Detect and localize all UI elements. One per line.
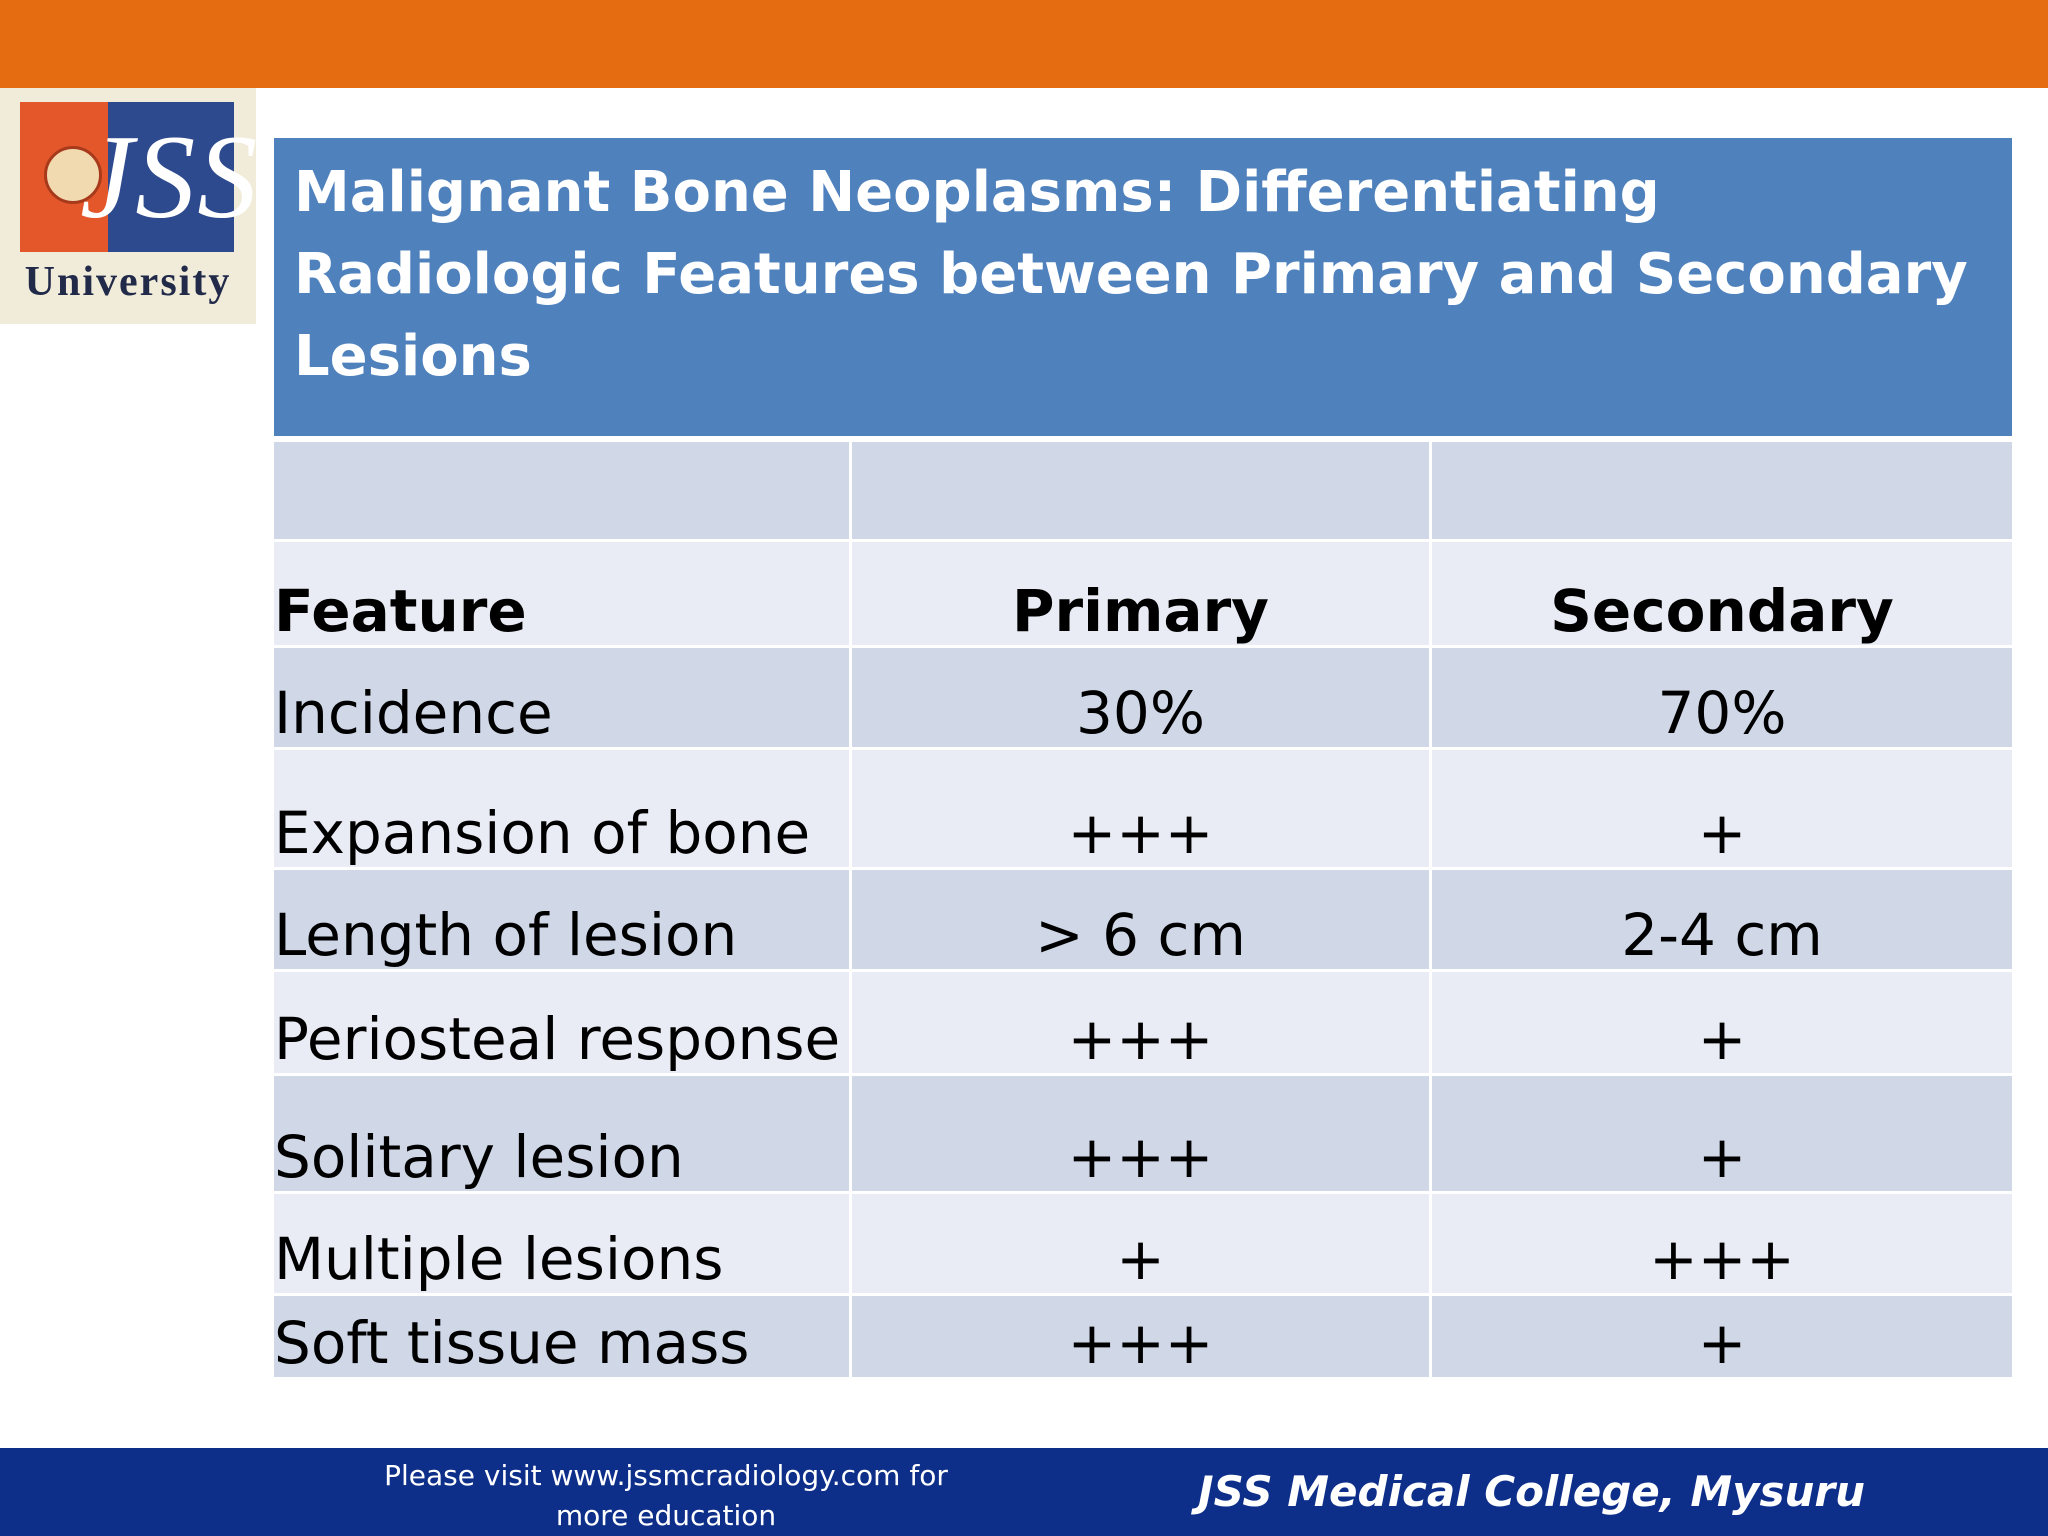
header-primary: Primary — [852, 542, 1432, 648]
comparison-table: Feature Primary Secondary Incidence 30% 70% Expansion of bone +++ + Length of lesion > 6 cm 2-4 cm Periosteal response +++ + Solitary lesion +++ + Multiple lesions + +++ Soft tissue mass +++ + — [274, 442, 2012, 1380]
header-secondary: Secondary — [1432, 542, 2012, 648]
top-accent-bar — [0, 0, 2048, 88]
footer-bar — [0, 1448, 2048, 1536]
logo-mark — [20, 102, 260, 252]
footer-visit-text: Please visit www.jssmcradiology.com for more education — [384, 1459, 948, 1532]
title-box — [274, 138, 2012, 436]
logo-word: University — [24, 259, 232, 305]
jss-university-logo — [0, 88, 260, 324]
footer-college-name: JSS Medical College, Mysuru — [1198, 1467, 1866, 1516]
slide-title: Malignant Bone Neoplasms: Differentiating Radiologic Features between Primary and Secondary Lesions — [294, 160, 1968, 389]
logo-letters: JSS — [80, 110, 260, 243]
header-feature: Feature — [274, 542, 852, 648]
